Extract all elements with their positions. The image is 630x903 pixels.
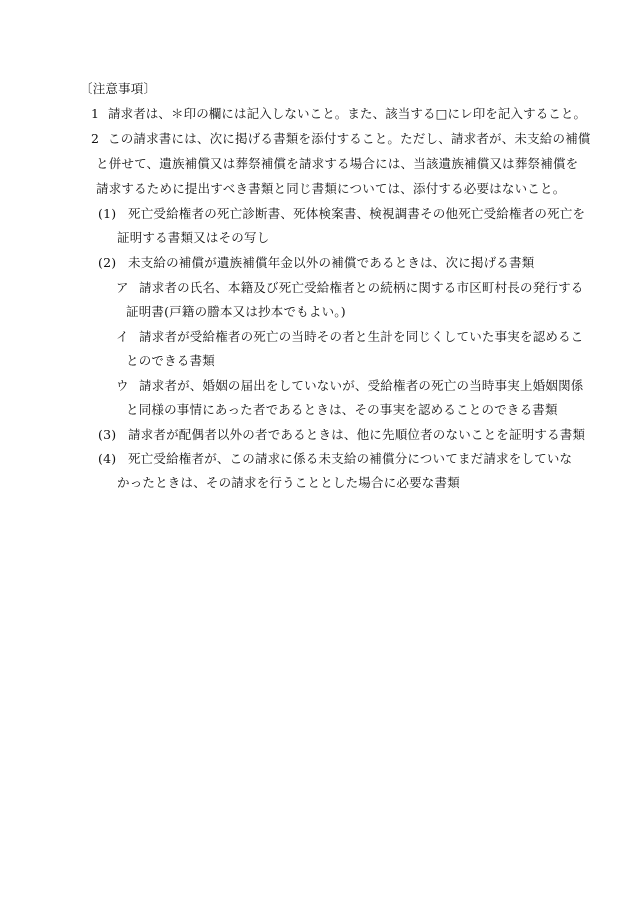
notes-heading: 〔注意事項〕 [80, 81, 157, 96]
subitem-2-number: (2) [98, 255, 117, 270]
item-2-text-line-2: と併せて、遺族補償又は葬祭補償を請求する場合には、当該遺族補償又は葬祭補償を [96, 156, 579, 171]
subitem-3-text: 請求者が配偶者以外の者であるときは、他に先順位者のないことを証明する書類 [128, 427, 586, 442]
item-2-text-line-3: 請求するために提出すべき書類と同じ書類については、添付する必要はないこと。 [96, 181, 566, 196]
subitem-4-number: (4) [98, 451, 117, 466]
subitem-2-u-number: ウ [116, 378, 129, 393]
item-2-text-line-1: この請求書には、次に掲げる書類を添付すること。ただし、請求者が、未支給の補償 [108, 131, 591, 146]
subitem-1-text-line-1: 死亡受給権者の死亡診断書、死体検案書、検視調書その他死亡受給権者の死亡を [128, 206, 586, 221]
item-1-text: 請求者は、＊印の欄には記入しないこと。また、該当する□にレ印を記入すること。 [108, 106, 587, 121]
subitem-2-i-text-line-1: 請求者が受給権者の死亡の当時その者と生計を同じくしていた事実を認めるこ [139, 329, 584, 344]
item-2-number: 2 [91, 131, 100, 146]
subitem-2-a-number: ア [116, 280, 129, 295]
subitem-2-text: 未支給の補償が遺族補償年金以外の補償であるときは、次に掲げる書類 [128, 255, 535, 270]
subitem-2-i-number: イ [116, 329, 129, 344]
subitem-2-u-text-line-1: 請求者が、婚姻の届出をしていないが、受給権者の死亡の当時事実上婚姻関係 [139, 378, 584, 393]
subitem-2-a-text-line-2: 証明書(戸籍の謄本又は抄本でもよい。) [126, 304, 346, 319]
subitem-1-number: (1) [98, 206, 117, 221]
subitem-2-u-text-line-2: と同様の事情にあった者であるときは、その事実を認めることのできる書類 [126, 402, 558, 417]
subitem-2-a-text-line-1: 請求者の氏名、本籍及び死亡受給権者との続柄に関する市区町村長の発行する [139, 280, 584, 295]
subitem-4-text-line-1: 死亡受給権者が、この請求に係る未支給の補償分についてまだ請求をしていな [128, 451, 573, 466]
subitem-4-text-line-2: かったときは、その請求を行うこととした場合に必要な書類 [117, 475, 460, 490]
item-1-number: 1 [91, 106, 100, 121]
subitem-3-number: (3) [98, 427, 117, 442]
subitem-2-i-text-line-2: とのできる書類 [126, 353, 215, 368]
subitem-1-text-line-2: 証明する書類又はその写し [117, 230, 270, 245]
